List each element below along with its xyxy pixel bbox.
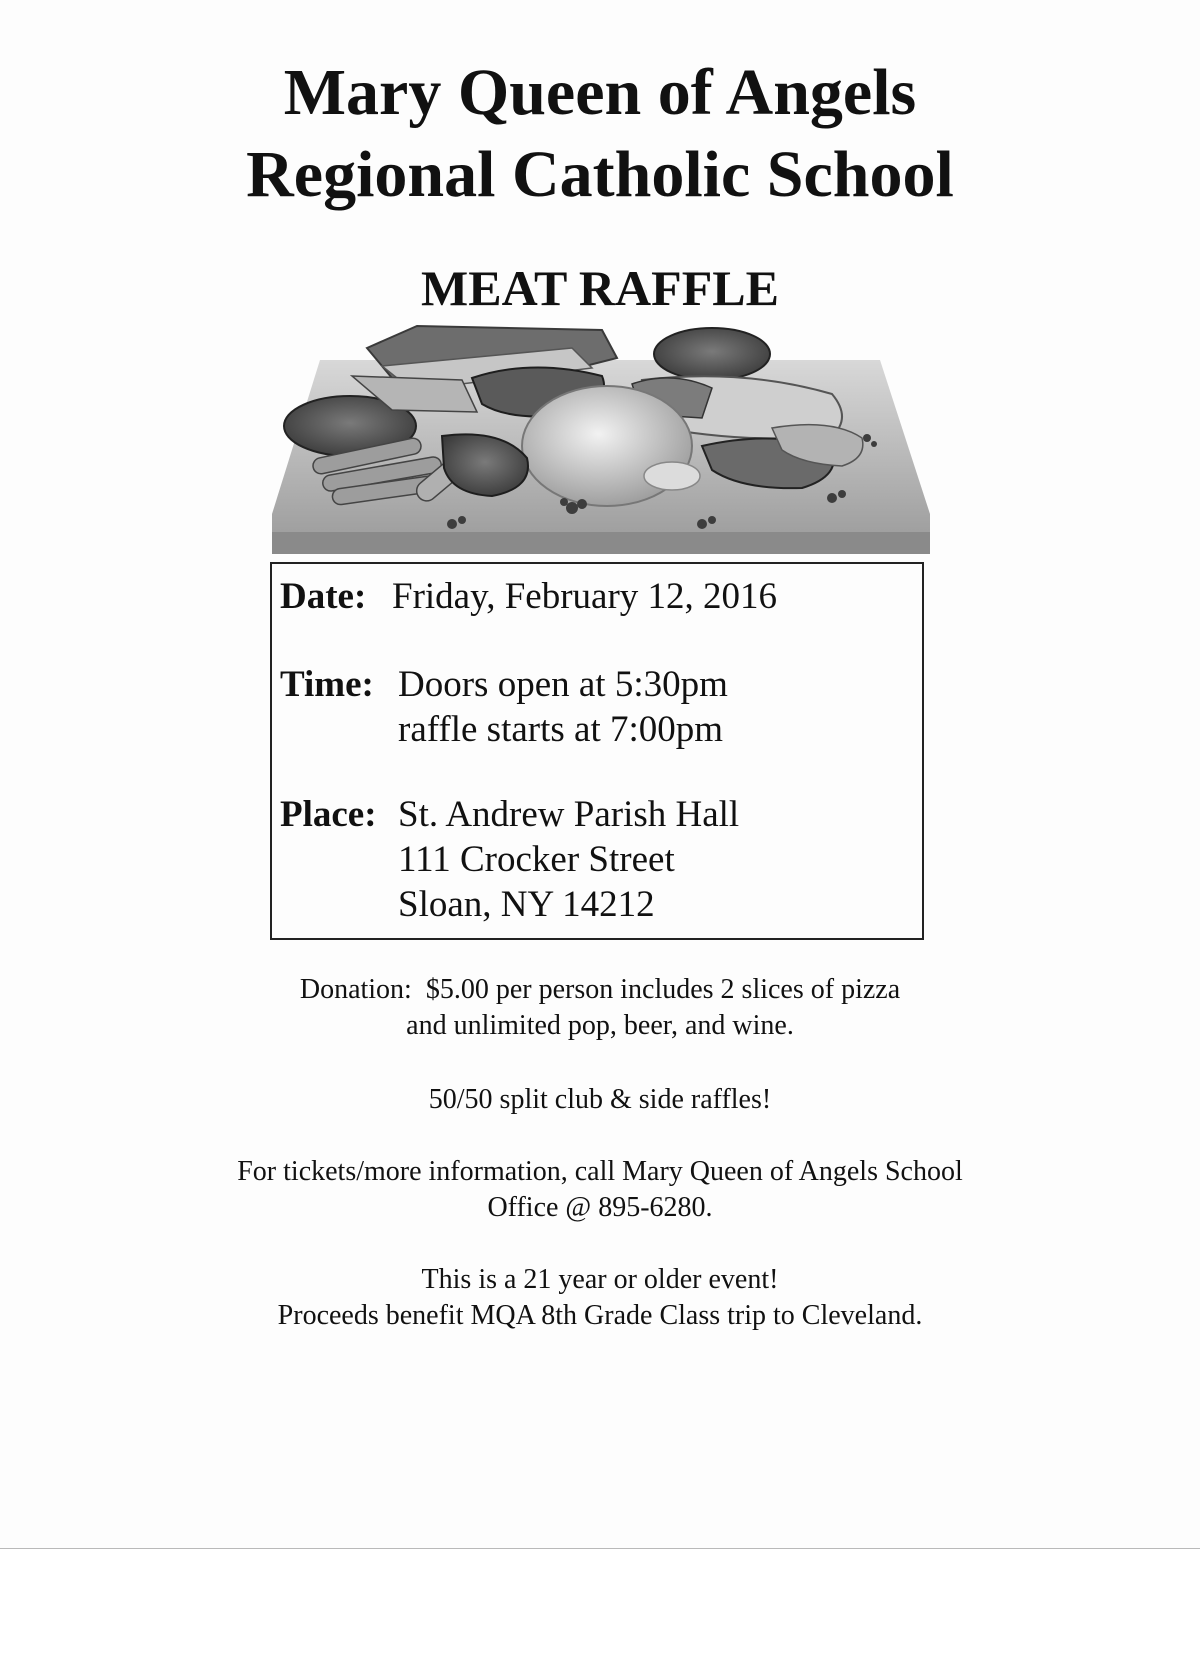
place-street: 111 Crocker Street [398,839,675,880]
tickets-line1: For tickets/more information, call Mary Queen of Angels School [237,1156,963,1187]
meat-platter-image [272,318,930,554]
scan-margin [0,1549,1200,1653]
time-value [398,662,728,752]
place-label: Place: [280,794,377,835]
donation-line2: and unlimited pop, beer, and wine. [406,1010,794,1041]
proceeds-notice: Proceeds benefit MQA 8th Grade Class trip to Cleveland. [277,1300,923,1331]
place-city: Sloan, NY 14212 [398,884,655,925]
donation-text [0,972,1200,1044]
split-club-text: 50/50 split club & side raffles! [428,1084,772,1115]
school-name-line1: Mary Queen of Angels [283,56,917,129]
event-details-box [270,562,924,940]
event-title: MEAT RAFFLE [421,260,779,316]
time-label: Time: [280,664,374,705]
date-label: Date: [280,576,367,617]
donation-line1: Donation: $5.00 per person includes 2 slices of pizza [299,974,901,1005]
school-name-line2: Regional Catholic School [246,138,954,211]
place-value [398,792,739,927]
tickets-line2: Office @ 895-6280. [487,1192,713,1223]
age-notice: This is a 21 year or older event! [421,1264,779,1295]
tickets-info [0,1154,1200,1226]
date-value: Friday, February 12, 2016 [392,576,778,617]
age-and-proceeds [0,1262,1200,1334]
time-value-raffle: raffle starts at 7:00pm [398,709,724,750]
time-value-doors: Doors open at 5:30pm [398,664,728,705]
place-venue: St. Andrew Parish Hall [398,794,740,835]
